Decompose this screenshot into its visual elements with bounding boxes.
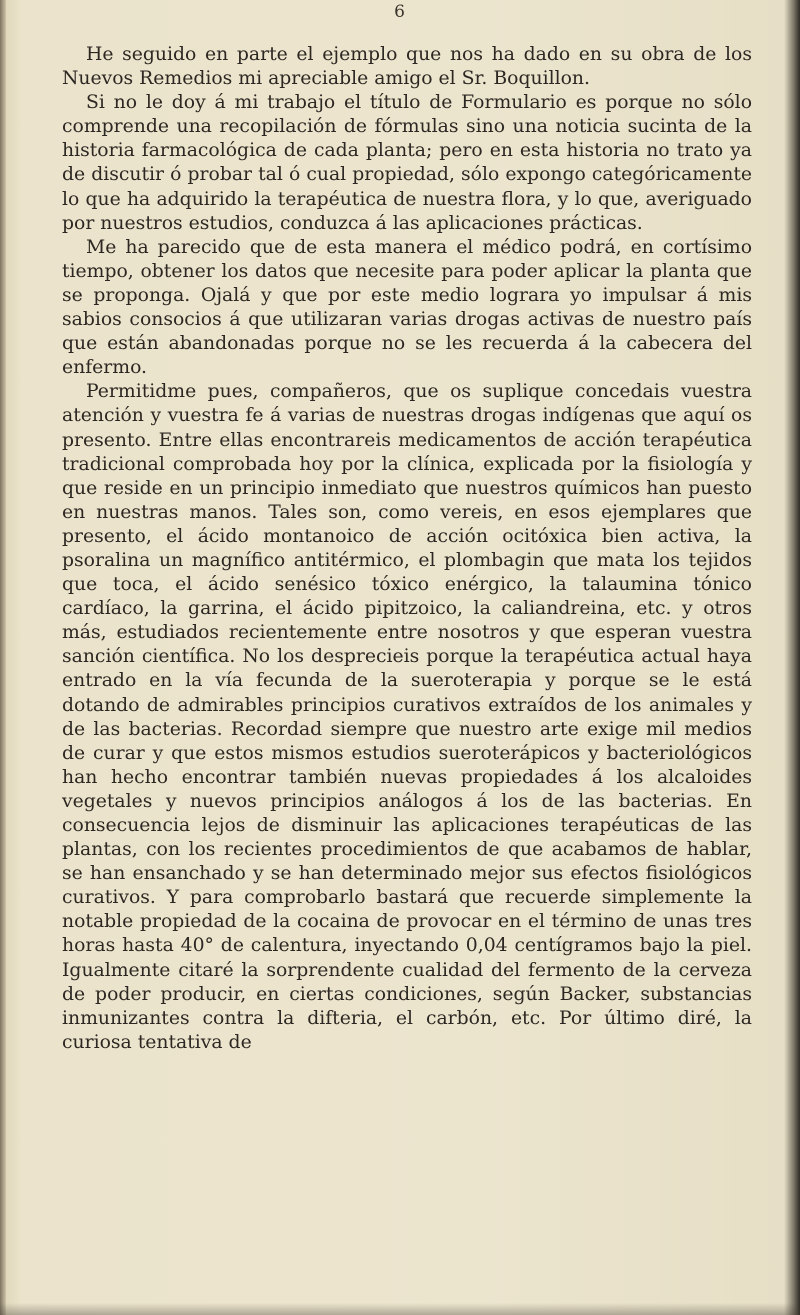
page-left-edge — [0, 0, 6, 1315]
page-bottom-edge — [0, 1303, 800, 1315]
paragraph-1: He seguido en parte el ejemplo que nos ha dado en su obra de los Nuevos Remedios mi apreciable amigo el Sr. Boquillon. — [62, 44, 752, 90]
paragraph-2: Si no le doy á mi trabajo el título de Formulario es porque no sólo comprende una recopilación de fórmulas sino una noticia sucinta de la historia farmacológica de cada planta; pero en esta historia no trato ya de discutir ó probar tal ó cual propiedad, sólo expongo categóricamente lo que ha adquirido la terapéutica de nuestra flora, y lo que, averiguado por nuestros estudios, conduzca á las aplicaciones prácticas. — [62, 92, 752, 234]
page-number: 6 — [394, 2, 406, 22]
page-right-edge — [784, 0, 800, 1315]
paragraph-3: Me ha parecido que de esta manera el médico podrá, en cortísimo tiempo, obtener los datos que necesite para poder aplicar la planta que se proponga. Ojalá y que por este medio lograra yo impulsar á mis sabios consocios á que utilizaran varias drogas activas de nuestro país que están abandonadas porque no se les recuerda á la cabecera del enfermo. — [62, 236, 752, 379]
body-text — [62, 43, 752, 1055]
paragraph-4: Permitidme pues, compañeros, que os suplique concedais vuestra atención y vuestra fe á varias de nuestras drogas indígenas que aquí os presento. Entre ellas encontrareis medicamentos de acción terapéutica tradicional comprobada hoy por la clínica, explicada por la fisiología y que reside en un principio inmediato que nuestros químicos han puesto en nuestras manos. Tales son, como vereis, en esos ejemplares que presento, el ácido montanoico de acción ocitóxica bien activa, la psoralina un magnífico antitérmico, el plombagin que mata los tejidos que toca, el ácido senésico tóxico enérgico, la talaumina tónico cardíaco, la garrina, el ácido pipitzoico, la caliandreina, etc. y otros más, estudiados recientemente entre nosotros y que esperan vuestra sanción científica. No los desprecieis porque la terapéutica actual haya entrado en la vía fecunda de la sueroterapia y porque se le está dotando de admirables principios curativos extraídos de los animales y de las bacterias. Recordad siempre que nuestro arte exige mil medios de curar y que estos mismos estudios sueroterápicos y bacteriológicos han hecho encontrar también nuevas propiedades á los alcaloides vegetales y nuevos principios análogos á los de las bacterias. En consecuencia lejos de disminuir las aplicaciones terapéuticas de las plantas, con los recientes procedimientos de que acabamos de hablar, se han ensanchado y se han determinado mejor sus efectos fisiológicos curativos. Y para comprobarlo bastará que recuerde simplemente la notable propiedad de la cocaina de provocar en el término de unas tres horas hasta 40° de calentura, inyectando 0,04 centígramos bajo la piel. Igualmente citaré la sorprendente cualidad del fermento de la cerveza de poder producir, en ciertas condiciones, según Backer, substancias inmunizantes contra la difteria, el carbón, etc. Por último diré, la curiosa tentativa de — [62, 381, 752, 1053]
